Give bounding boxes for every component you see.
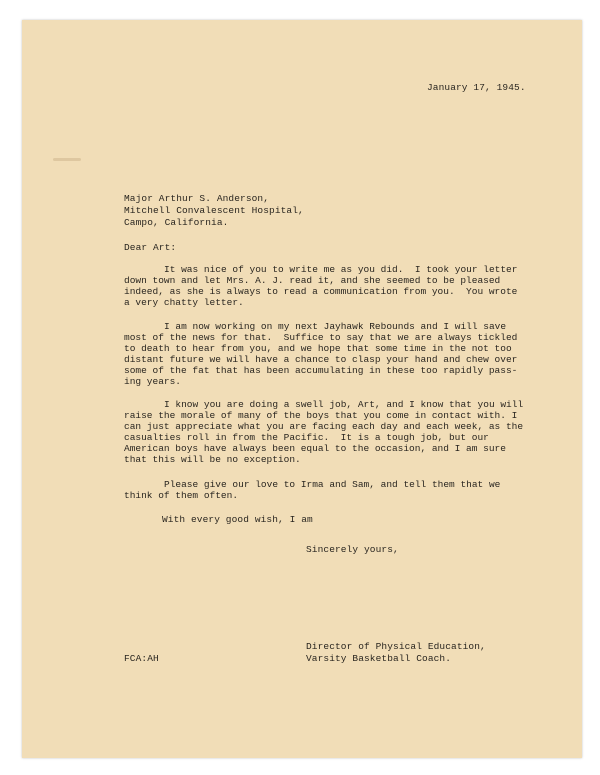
text-line: most of the news for that. Suffice to say that we are always tickled — [124, 332, 518, 343]
text-line: I know you are doing a swell job, Art, and I know that you will — [164, 399, 524, 410]
text-line: raise the morale of many of the boys that you come in contact with. I — [124, 410, 518, 421]
paper-smudge — [53, 158, 81, 161]
paragraph-3 — [124, 399, 523, 465]
signature-title-line: Director of Physical Education, — [306, 641, 486, 652]
paragraph-2 — [124, 321, 517, 387]
text-line: casualties roll in from the Pacific. It is a tough job, but our — [124, 432, 489, 443]
text-line: American boys have always been equal to the occasion, and I am sure — [124, 443, 506, 454]
recipient-line: Campo, California. — [124, 217, 229, 228]
text-line: that this will be no exception. — [124, 454, 301, 465]
recipient-line: Major Arthur S. Anderson, — [124, 193, 270, 204]
salutation: Dear Art: — [124, 242, 177, 253]
text-line: a very chatty letter. — [124, 297, 244, 308]
text-line: I am now working on my next Jayhawk Rebounds and I will save — [164, 321, 507, 332]
text-line: ing years. — [124, 376, 182, 387]
text-line: indeed, as she is always to read a communication from you. You wrote — [124, 286, 518, 297]
text-line: Please give our love to Irma and Sam, and tell them that we — [164, 479, 501, 490]
letter-date: January 17, 1945. — [427, 82, 526, 93]
text-line: to death to hear from you, and we hope that some time in the not too — [124, 343, 512, 354]
typist-initials: FCA:AH — [124, 653, 159, 664]
text-line: It was nice of you to write me as you did. I took your letter — [164, 264, 518, 275]
recipient-line: Mitchell Convalescent Hospital, — [124, 205, 304, 216]
text-line: think of them often. — [124, 490, 239, 501]
complimentary-close: Sincerely yours, — [306, 544, 399, 555]
paragraph-1 — [124, 264, 517, 308]
letter-page — [22, 20, 582, 758]
text-line: can just appreciate what you are facing each day and each week, as the — [124, 421, 524, 432]
signature-title-line: Varsity Basketball Coach. — [306, 653, 452, 664]
text-line: distant future we will have a chance to clasp your hand and chew over — [124, 354, 518, 365]
paragraph-4 — [124, 479, 500, 501]
text-line: down town and let Mrs. A. J. read it, and she seemed to be pleased — [124, 275, 501, 286]
closing-line: With every good wish, I am — [162, 514, 313, 525]
text-line: some of the fat that has been accumulating in these too rapidly pass- — [124, 365, 518, 376]
